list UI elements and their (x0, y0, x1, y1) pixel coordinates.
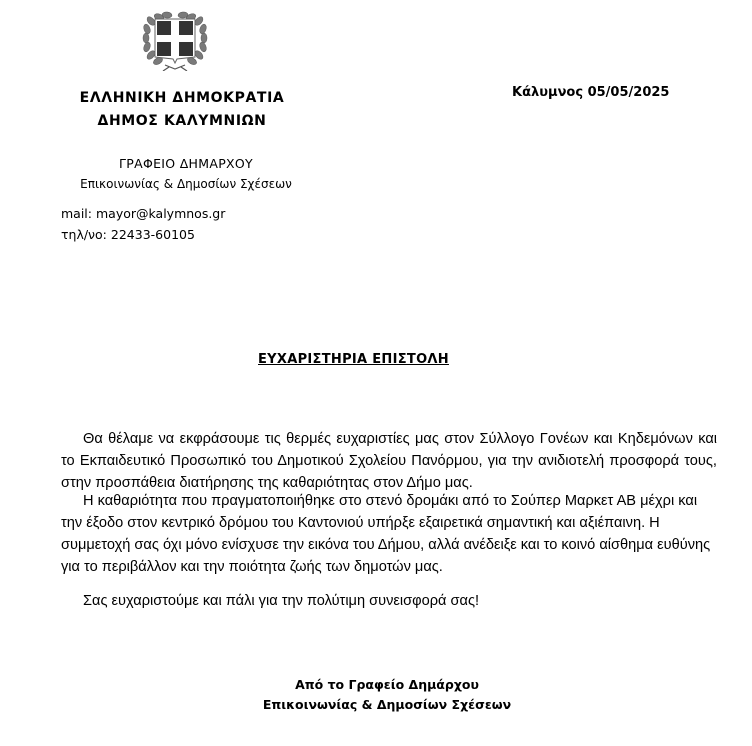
contact-phone (61, 227, 195, 242)
letter-title: ΕΥΧΑΡΙΣΤΗΡΙΑ ΕΠΙΣΤΟΛΗ (258, 352, 449, 367)
signature-line-1: Από το Γραφείο Δημάρχου (295, 677, 479, 692)
office-subtitle: Επικοινωνίας & Δημοσίων Σχέσεων (80, 177, 292, 191)
office-title: ΓΡΑΦΕΙΟ ΔΗΜΑΡΧΟΥ (119, 156, 253, 171)
paragraph-1-text: Θα θέλαμε να εκφράσουμε τις θερμές ευχαριστίες μας στον Σύλλογο Γονέων και Κηδεμόνων και το Εκπαιδευτικό Προσωπικό του Δημοτικού Σχολείου Πανόρμου, για την ανιδιοτελή προσφορά τους, στην προσπάθεια διατήρησης της καθαριότητας στον Δήμο μας. (61, 431, 717, 491)
letter-paragraph (61, 428, 717, 494)
paragraph-3-text: Σας ευχαριστούμε και πάλι για την πολύτιμη συνεισφορά σας! (83, 593, 480, 609)
paragraph-2-text: Η καθαριότητα που πραγματοποιήθηκε στο στενό δρομάκι από το Σούπερ Μαρκετ ΑΒ μέχρι και την έξοδο στον κεντρικό δρόμου του Καντονιού υπήρξε εξαιρετικά σημαντική και αξιέπαινη. Η συμμετοχή σας όχι μόνο ενίσχυσε την εικόνα του Δήμου, αλλά ανέδειξε και το κοινό αίσθημα ευθύνης για το περιβάλλον και την ποιότητα ζωής των δημοτών μας. (61, 493, 711, 575)
phone-value: 22433-60105 (110, 227, 195, 242)
letter-paragraph (61, 490, 717, 578)
mail-label: mail: (61, 206, 92, 221)
signature-line-2: Επικοινωνίας & Δημοσίων Σχέσεων (262, 697, 512, 712)
letter-paragraph (61, 590, 717, 612)
phone-label: τηλ/νο: (61, 227, 107, 242)
municipality-heading: ΔΗΜΟΣ ΚΑΛΥΜΝΙΩΝ (97, 113, 267, 129)
place-date: Κάλυμνος 05/05/2025 (512, 85, 670, 100)
mail-value[interactable]: mayor@kalymnos.gr (96, 206, 226, 221)
country-heading: ΕΛΛΗΝΙΚΗ ΔΗΜΟΚΡΑΤΙΑ (79, 90, 285, 106)
contact-mail (61, 206, 225, 221)
greek-coat-of-arms-icon (141, 11, 209, 71)
